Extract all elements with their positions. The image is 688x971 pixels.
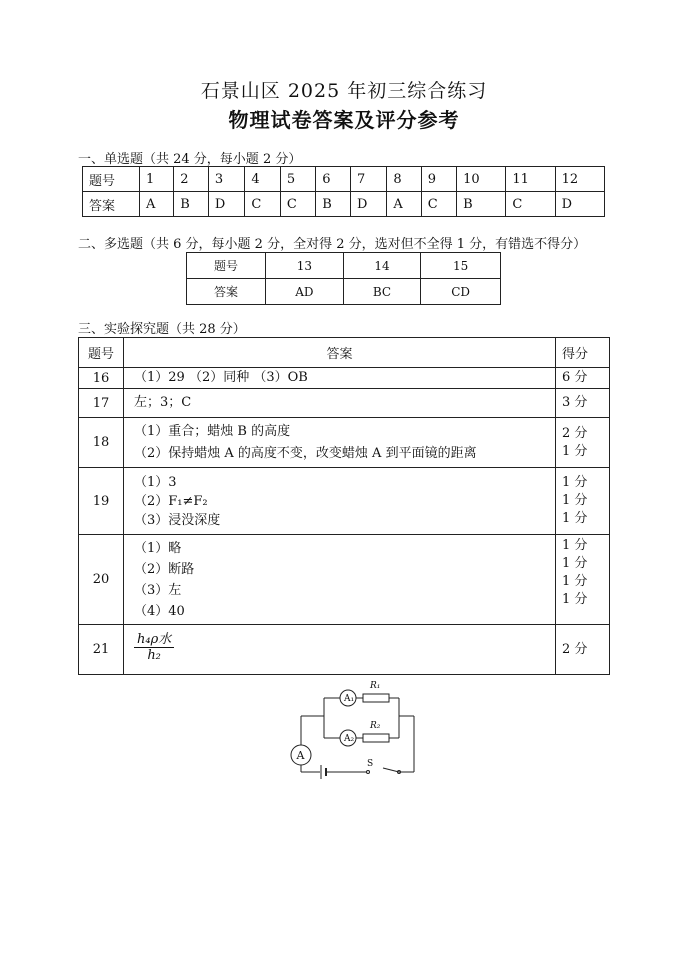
table-row	[79, 389, 610, 418]
cell: AD	[266, 279, 344, 305]
answer-cell	[124, 468, 556, 535]
table-row	[187, 253, 501, 279]
cell: 8	[387, 167, 421, 192]
section-2-heading: 二、多选题（共 6 分，每小题 2 分，全对得 2 分，选对但不全得 1 分，有错选不得分）	[78, 237, 587, 252]
section-1-heading: 一、单选题（共 24 分，每小题 2 分）	[78, 152, 302, 167]
cell: 2	[174, 167, 209, 192]
cell: B	[316, 192, 351, 217]
cell: 7	[350, 167, 386, 192]
answer-line: （3）浸没深度	[134, 512, 221, 528]
answer-cell	[124, 418, 556, 468]
cell: B	[174, 192, 209, 217]
score-line: 2 分	[562, 425, 588, 441]
score-line: 2 分	[562, 641, 588, 657]
score-cell	[556, 535, 610, 625]
answer-line: （2）保持蜡烛 A 的高度不变，改变蜡烛 A 到平面镜的距离	[134, 445, 477, 461]
answer-line: （2）F₁≠F₂	[134, 493, 208, 509]
cell: 1	[140, 167, 174, 192]
title-line-2: 物理试卷答案及评分参考	[228, 108, 460, 132]
table-row	[79, 418, 610, 468]
row-label: 题号	[187, 253, 266, 279]
answer-line: （4）40	[134, 603, 185, 619]
cell: 5	[280, 167, 315, 192]
table-header-row	[79, 338, 610, 368]
table-row	[79, 625, 610, 675]
question-num: 16	[79, 368, 124, 389]
cell: 4	[245, 167, 280, 192]
score-cell	[556, 468, 610, 535]
cell: D	[350, 192, 386, 217]
score-line: 1 分	[562, 556, 588, 571]
cell: BC	[343, 279, 420, 305]
multi-choice-table	[186, 252, 501, 305]
cell: 14	[343, 253, 420, 279]
answer-cell	[124, 368, 556, 389]
cell: 9	[421, 167, 456, 192]
question-num: 18	[79, 418, 124, 468]
header-score: 得分	[556, 338, 610, 368]
formula-numerator: h₄ρ水	[134, 628, 174, 648]
table-row	[187, 279, 501, 305]
score-cell	[556, 389, 610, 418]
answer-line: （1）重合；蜡烛 B 的高度	[134, 423, 291, 439]
table-row	[79, 368, 610, 389]
answer-line: （1）29 （2）同种 （3）OB	[134, 370, 308, 385]
answer-line: （3）左	[134, 582, 182, 598]
cell: D	[208, 192, 244, 217]
answer-cell	[124, 389, 556, 418]
r2-label: R₂	[370, 721, 381, 731]
title-line-1: 石景山区 2025 年初三综合练习	[200, 80, 488, 102]
a1-label: A₁	[344, 694, 355, 704]
score-line: 6 分	[562, 370, 588, 385]
question-num: 20	[79, 535, 124, 625]
cell: A	[387, 192, 421, 217]
table-row	[83, 192, 605, 217]
resistor-r1	[363, 694, 389, 702]
r1-label: R₁	[370, 681, 381, 691]
cell: C	[421, 192, 456, 217]
cell: A	[140, 192, 174, 217]
formula	[134, 628, 174, 663]
section-3-heading: 三、实验探究题（共 28 分）	[78, 322, 246, 337]
answer-line: （1）略	[134, 540, 182, 556]
score-line: 1 分	[562, 475, 588, 490]
cell: 3	[208, 167, 244, 192]
answer-line: （1）3	[134, 474, 177, 490]
cell: 12	[555, 167, 604, 192]
experiment-table	[78, 337, 610, 675]
score-line: 1 分	[562, 443, 588, 459]
cell: 10	[457, 167, 506, 192]
circuit-diagram	[287, 678, 419, 782]
switch-blade	[383, 768, 399, 772]
answer-line: （2）断路	[134, 561, 195, 577]
score-line: 3 分	[562, 395, 588, 410]
row-label: 答案	[83, 192, 140, 217]
single-choice-table	[82, 166, 605, 217]
resistor-r2	[363, 734, 389, 742]
score-cell	[556, 625, 610, 675]
score-line: 1 分	[562, 574, 588, 589]
cell: 13	[266, 253, 344, 279]
score-line: 1 分	[562, 592, 588, 607]
s-label: S	[367, 759, 374, 769]
cell: 15	[421, 253, 501, 279]
score-cell	[556, 418, 610, 468]
answer-line: 左；3；C	[134, 395, 192, 410]
question-num: 17	[79, 389, 124, 418]
cell: 11	[506, 167, 555, 192]
formula-denominator: h₂	[147, 648, 161, 663]
score-cell	[556, 368, 610, 389]
cell: 6	[316, 167, 351, 192]
question-num: 21	[79, 625, 124, 675]
switch-contact	[367, 771, 370, 774]
a2-label: A₂	[344, 734, 355, 744]
row-label: 答案	[187, 279, 266, 305]
answer-cell	[124, 535, 556, 625]
cell: C	[245, 192, 280, 217]
table-row	[79, 468, 610, 535]
row-label: 题号	[83, 167, 140, 192]
score-line: 1 分	[562, 493, 588, 508]
cell: CD	[421, 279, 501, 305]
score-line: 1 分	[562, 511, 588, 526]
answer-cell	[124, 625, 556, 675]
question-num: 19	[79, 468, 124, 535]
cell: C	[280, 192, 315, 217]
cell: C	[506, 192, 555, 217]
header-answer: 答案	[124, 338, 556, 368]
score-line: 1 分	[562, 538, 588, 553]
cell: B	[457, 192, 506, 217]
table-row	[79, 535, 610, 625]
header-num: 题号	[79, 338, 124, 368]
table-row	[83, 167, 605, 192]
a-label: A	[296, 749, 305, 762]
cell: D	[555, 192, 604, 217]
